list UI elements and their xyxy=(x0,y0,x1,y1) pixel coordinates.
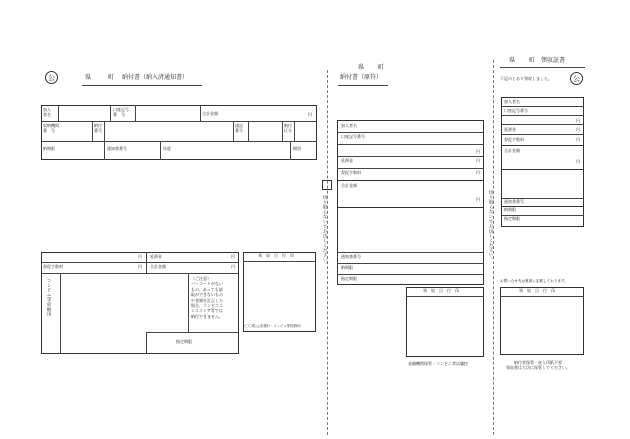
left-payer-label: 加入 者名 xyxy=(43,107,51,117)
right-stamp-header: 領 収 日 付 印 xyxy=(519,288,555,293)
middle-due-label: 指定期限 xyxy=(341,276,357,281)
right-delay-label: 延滞金 xyxy=(504,127,516,132)
middle-title-town: 町 xyxy=(378,64,385,71)
left-lower-unit-1: 円 xyxy=(138,254,142,259)
right-period-label: 納期限 xyxy=(504,207,516,212)
left-lower-note: （ご注意） バーコードがない もの、あっても読 取ができないもの や金額を訂正した 場合、コンビニエ ンスストア等では 納付できません。 xyxy=(191,276,224,319)
right-title-town: 町 xyxy=(529,57,536,64)
left-notice-no-label: 通知書番号 xyxy=(107,146,127,151)
left-category-label: 納付 区分 xyxy=(284,123,292,133)
right-unit-1: 円 xyxy=(576,118,580,123)
middle-unit-4: 円 xyxy=(476,197,480,202)
left-notice-label: 通記 番号 xyxy=(235,123,243,133)
middle-total-label: 合計金額 xyxy=(341,183,357,188)
left-lower-unit-2: 円 xyxy=(231,254,235,259)
middle-account-label: 口座記号番号 xyxy=(341,134,365,139)
left-lower-unit-3: 円 xyxy=(138,264,142,269)
cut-marker-box xyxy=(322,180,332,190)
cut-instruction-2: 切り取らないでお出しください。 xyxy=(488,190,494,262)
right-footer: 納付者保管・収入印紙不要 領収書は大切に保管してください。 xyxy=(506,360,570,371)
left-barcode-side-label: コンビニ等収納用 xyxy=(46,278,52,317)
right-seal-icon: 公 xyxy=(570,72,583,85)
right-stamp-box xyxy=(500,287,584,355)
middle-title: 納付書（原符） xyxy=(340,74,383,81)
left-lower-fee-label: 督促手数料 xyxy=(43,264,63,269)
middle-notice-no-label: 通知書番号 xyxy=(341,254,361,259)
left-lower-delay-label: 延滞金 xyxy=(150,254,162,259)
middle-unit-1: 円 xyxy=(476,149,480,154)
right-title-pref: 県 xyxy=(509,57,516,64)
left-fiscal-label: 納付 番号 xyxy=(94,123,102,133)
middle-delay-label: 延滞金 xyxy=(341,158,353,163)
middle-unit-3: 円 xyxy=(476,170,480,175)
left-title-town: 町 xyxy=(108,74,115,81)
public-seal-icon: 公 xyxy=(45,71,58,84)
middle-unit-2: 円 xyxy=(476,158,480,163)
left-account-label: 口座記号 番 号 xyxy=(113,107,129,117)
left-total-label: 合計金額 xyxy=(202,111,218,116)
left-due-label: 期別 xyxy=(293,146,301,151)
middle-payer-label: 加入者名 xyxy=(341,123,357,128)
left-stamp-footer: （〇〇県△△市銀行・コンビニ等収納印） xyxy=(242,324,304,328)
middle-stamp-header: 領 収 日 付 印 xyxy=(423,288,459,293)
right-unit-3: 円 xyxy=(576,137,580,142)
middle-period-label: 納期限 xyxy=(341,265,353,270)
left-stamp-header: 領 収 日 付 印 xyxy=(258,253,294,258)
left-year-label: 年度 xyxy=(163,146,171,151)
right-unit-4: 円 xyxy=(576,159,580,164)
middle-title-pref: 県 xyxy=(358,64,365,71)
right-fee-label: 督促手数料 xyxy=(504,137,524,142)
cut-instruction-1: 切り取らないでお出しください。 xyxy=(322,195,328,267)
middle-fee-label: 督促手数料 xyxy=(341,170,361,175)
left-lower-total-label: 合計金額 xyxy=(150,264,166,269)
left-title-pref: 県 xyxy=(85,74,92,81)
left-title: 納付書（納入済通知書） xyxy=(122,74,189,81)
right-title: 領収証書 xyxy=(541,57,566,64)
left-total-unit: 円 xyxy=(308,112,312,117)
right-total-label: 合計金額 xyxy=(504,148,520,153)
left-bank-label: 収納機関 番 号 xyxy=(43,123,59,133)
right-account-label: 口座記号番号 xyxy=(504,108,528,113)
right-notice-no-label: 通知書番号 xyxy=(504,199,524,204)
middle-footer: 金融機関保管・コンビニ等店舗控 xyxy=(408,361,468,366)
right-notice-line: お問い合せ先は裏面に記載しております。 xyxy=(500,279,568,283)
right-payer-label: 加入者名 xyxy=(504,99,520,104)
right-subtitle: 下記のとおり領収しました。 xyxy=(500,76,552,81)
left-top-table xyxy=(41,105,317,160)
right-unit-2: 円 xyxy=(576,127,580,132)
right-due-label: 指定期限 xyxy=(504,216,520,221)
left-period-label: 納期限 xyxy=(43,146,55,151)
left-lower-unit-4: 円 xyxy=(231,264,235,269)
middle-stamp-box xyxy=(406,287,484,357)
left-stamp-box xyxy=(243,252,316,332)
left-lower-due-label: 指定期限 xyxy=(176,339,192,344)
middle-total-box xyxy=(337,180,484,208)
